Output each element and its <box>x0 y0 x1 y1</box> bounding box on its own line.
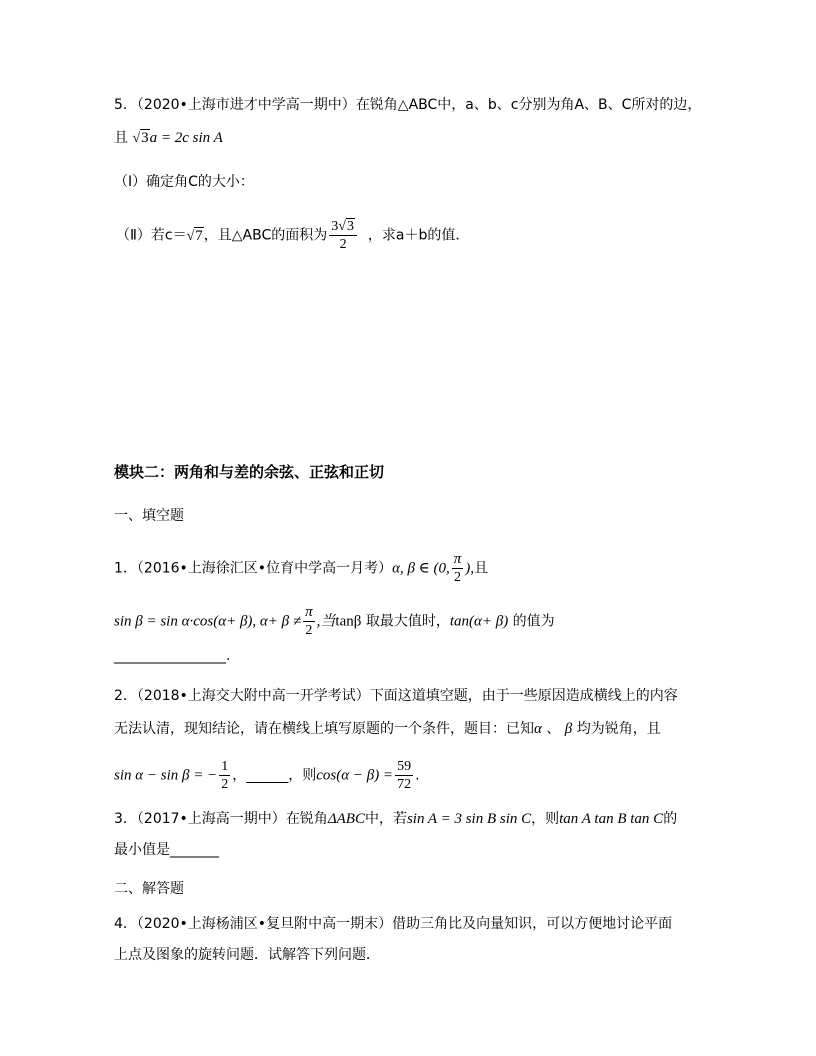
q1-line2-expr: tan(α+ β) <box>449 613 509 630</box>
q1-answer-blank[interactable]: ________________. <box>114 648 231 664</box>
q5-part2-a: （Ⅱ）若c＝ <box>116 227 187 244</box>
q4-text1: 借助三角比及向量知识，可以方便地讨论平面 <box>392 916 673 932</box>
q5-source: （2020•上海市进才中学高一期中） <box>136 97 356 113</box>
q5-part2-c: ，求a＋b的值． <box>367 227 470 244</box>
q4-line1 <box>114 914 672 934</box>
q1-fraction: $\frac{\pi}{2}$ <box>453 551 462 585</box>
q3-number: 3． <box>114 811 137 827</box>
section1-heading: 一、填空题 <box>114 508 184 524</box>
q5-stem: 在锐角△ABC中，a、b、c分别为角A、B、C所对的边， <box>355 97 702 113</box>
q2-text2-end: 均为锐角，且 <box>576 721 661 737</box>
q4-number: 4． <box>114 916 137 932</box>
q3-triangle: ΔABC <box>327 811 365 827</box>
q2-fraction-result: $\frac{59}{72}$ <box>397 759 412 792</box>
q5-line1 <box>114 95 701 115</box>
q5-part2-b: ，且△ABC的面积为 <box>203 227 328 244</box>
q1-line2-math: sin β = sin α·cos(α+ β), α+ β ≠ <box>114 613 302 630</box>
q1-line2-text: 取最大值时， <box>365 613 450 630</box>
q2-text2: 无法认清，现知结论，请在横线上填写原题的一个条件，题目：已知 <box>114 721 534 737</box>
q2-line3: sin α − sin β = − $\frac{1}{2}$ ，______，则cos(α − β) = $\frac{59}{72}$ . <box>114 759 420 792</box>
module2-title: 模块二：两角和与差的余弦、正弦和正切 <box>114 463 385 481</box>
q1-math-b: ), <box>465 560 475 577</box>
q1-tail: 且 <box>474 560 489 577</box>
q1-tan: tanβ <box>335 613 362 630</box>
q2-text1: 下面这道填空题，由于一些原因造成横线上的内容 <box>369 688 678 704</box>
q1-source: （2016•上海徐汇区•位育中学高一月考） <box>136 560 393 577</box>
q1-line2-mid: ,当 <box>316 613 336 630</box>
q4-line2: 上点及图象的旋转问题．试解答下列问题． <box>114 947 380 963</box>
q3-line1: 3．（2017•上海高一期中）在锐角ΔABC中，若sin A = 3 sin B sin C，则tan A tan B tan C的 <box>114 811 678 827</box>
q2-line2: 无法认清，现知结论，请在横线上填写原题的一个条件，题目：已知α 、 β 均为锐角，且 <box>114 721 661 737</box>
sqrt-symbol: √7 <box>186 227 203 244</box>
q1-number: 1． <box>114 560 137 577</box>
q1-line1 <box>114 551 488 586</box>
q3-expr2: tan A tan B tan C <box>559 811 664 827</box>
q1-line2 <box>114 604 555 639</box>
q4-source: （2020•上海杨浦区•复旦附中高一期末） <box>136 916 393 932</box>
q1-line2-end: 的值为 <box>512 613 555 630</box>
q3-answer-blank[interactable]: _______ <box>170 842 219 858</box>
q5-part2 <box>116 218 469 253</box>
q5-area-fraction: $\frac{3√3}{2}$ <box>329 218 357 253</box>
q2-line3-math: sin α − sin β = − <box>114 767 218 784</box>
q2-number: 2． <box>114 688 137 704</box>
q2-line3-expr: cos(α − β) = <box>316 767 394 784</box>
q2-answer-blank[interactable]: ______ <box>246 767 289 784</box>
q3-expr1: sin A = 3 sin B sin C <box>406 811 532 827</box>
q2-line1 <box>114 686 678 706</box>
q5-number: 5． <box>114 97 137 113</box>
q5-part1: （Ⅰ）确定角C的大小： <box>114 174 254 190</box>
q5-cond-prefix: 且 <box>114 130 128 146</box>
q1-math-a: α, β ∈ (0, <box>392 560 450 577</box>
q5-condition-expr: a = 2c sin A <box>149 130 223 146</box>
q5-line2 <box>114 128 223 149</box>
q3-source: （2017•上海高一期中） <box>136 811 286 827</box>
sqrt-symbol: √3 <box>132 130 149 146</box>
q2-source: （2018•上海交大附中高一开学考试） <box>136 688 370 704</box>
section2-heading: 二、解答题 <box>114 881 184 897</box>
q2-fraction: $\frac{1}{2}$ <box>221 759 229 792</box>
q1-line2-fraction: $\frac{\pi}{2}$ <box>305 604 313 638</box>
q3-line2: 最小值是_______ <box>114 842 219 858</box>
